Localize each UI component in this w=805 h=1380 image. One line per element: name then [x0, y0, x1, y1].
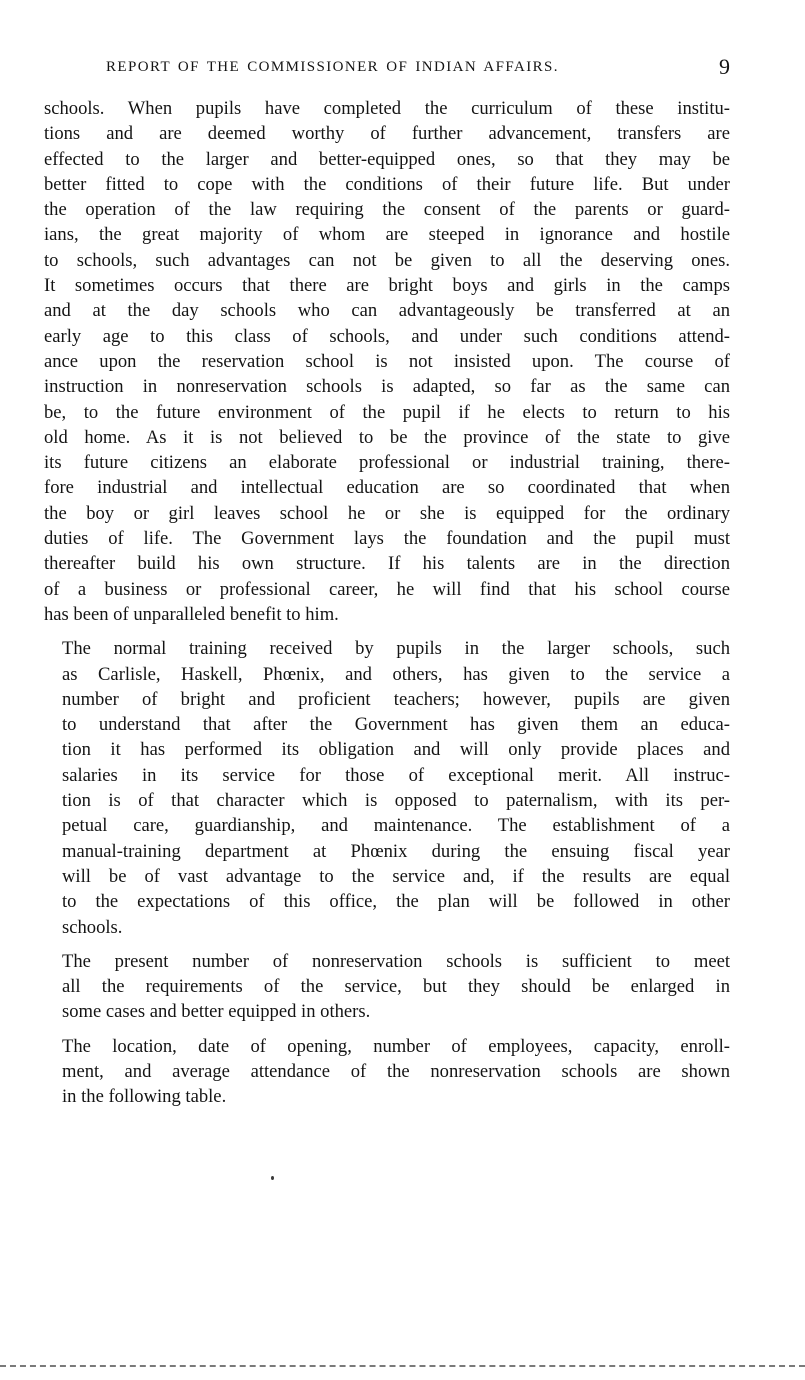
- text-line: tion it has performed its obligation and will only provide places and: [62, 739, 730, 761]
- text-line: instruction in nonreservation schools is adapted, so far as the same can: [44, 376, 730, 398]
- text-line: fore industrial and intellectual education are so coordinated that when: [44, 477, 730, 499]
- text-line: The location, date of opening, number of employees, capacity, enroll-: [62, 1035, 730, 1057]
- text-line: as Carlisle, Haskell, Phœnix, and others, has given to the service a: [62, 663, 730, 685]
- text-line: the operation of the law requiring the consent of the parents or guard-: [44, 199, 730, 221]
- page-header: [44, 54, 730, 80]
- text-line: and at the day schools who can advantageously be transferred at an: [44, 300, 730, 322]
- text-line: ment, and average attendance of the nonreservation schools are shown: [62, 1060, 730, 1082]
- paragraph-2: [44, 636, 730, 940]
- text-line: It sometimes occurs that there are bright boys and girls in the camps: [44, 275, 730, 297]
- running-head: REPORT OF THE COMMISSIONER OF INDIAN AFFAIRS.: [106, 59, 559, 75]
- paragraph-1: [44, 96, 730, 627]
- text-line: in the following table.: [62, 1086, 227, 1108]
- ink-speck: [271, 1176, 274, 1180]
- text-line: to understand that after the Government has given them an educa-: [62, 714, 730, 736]
- text-line: will be of vast advantage to the service and, if the results are equal: [62, 865, 730, 887]
- text-line: number of bright and proficient teachers; however, pupils are given: [62, 688, 730, 710]
- scan-edge-rule: [0, 1365, 805, 1367]
- text-line: schools. When pupils have completed the curriculum of these institu-: [44, 98, 730, 119]
- text-line: tions and are deemed worthy of further advancement, transfers are: [44, 123, 730, 145]
- text-line: tion is of that character which is opposed to paternalism, with its per-: [62, 790, 730, 812]
- text-line: to schools, such advantages can not be given to all the deserving ones.: [44, 249, 730, 271]
- page-number: 9: [719, 54, 730, 79]
- paragraph-4: [44, 1034, 730, 1110]
- text-line: manual-training department at Phœnix during the ensuing fiscal year: [62, 840, 730, 862]
- text-line: be, to the future environment of the pupil if he elects to return to his: [44, 401, 730, 423]
- paragraph-3: [44, 949, 730, 1025]
- text-line: ance upon the reservation school is not insisted upon. The course of: [44, 350, 730, 372]
- text-line: petual care, guardianship, and maintenance. The establishment of a: [62, 815, 730, 837]
- text-line: thereafter build his own structure. If his talents are in the direction: [44, 553, 730, 575]
- text-line: of a business or professional career, he will find that his school course: [44, 578, 730, 600]
- text-line: the boy or girl leaves school he or she is equipped for the ordinary: [44, 502, 730, 524]
- text-line: duties of life. The Government lays the foundation and the pupil must: [44, 528, 730, 550]
- text-line: salaries in its service for those of exceptional merit. All instruc-: [62, 764, 730, 786]
- text-line: schools.: [62, 916, 123, 938]
- text-line: better fitted to cope with the conditions of their future life. But under: [44, 173, 730, 195]
- text-line: some cases and better equipped in others.: [62, 1001, 371, 1023]
- text-line: to the expectations of this office, the plan will be followed in other: [62, 891, 730, 913]
- body-text: [44, 96, 730, 1119]
- text-line: old home. As it is not believed to be the province of the state to give: [44, 426, 730, 448]
- text-line: The present number of nonreservation schools is sufficient to meet: [62, 950, 730, 972]
- text-line: all the requirements of the service, but they should be enlarged in: [62, 976, 730, 998]
- text-line: its future citizens an elaborate professional or industrial training, there-: [44, 452, 730, 474]
- text-line: The normal training received by pupils in the larger schools, such: [62, 638, 730, 660]
- text-line: ians, the great majority of whom are steeped in ignorance and hostile: [44, 224, 730, 246]
- text-line: has been of unparalleled benefit to him.: [44, 603, 339, 625]
- text-line: early age to this class of schools, and under such conditions attend-: [44, 325, 730, 347]
- text-line: effected to the larger and better-equipped ones, so that they may be: [44, 148, 730, 170]
